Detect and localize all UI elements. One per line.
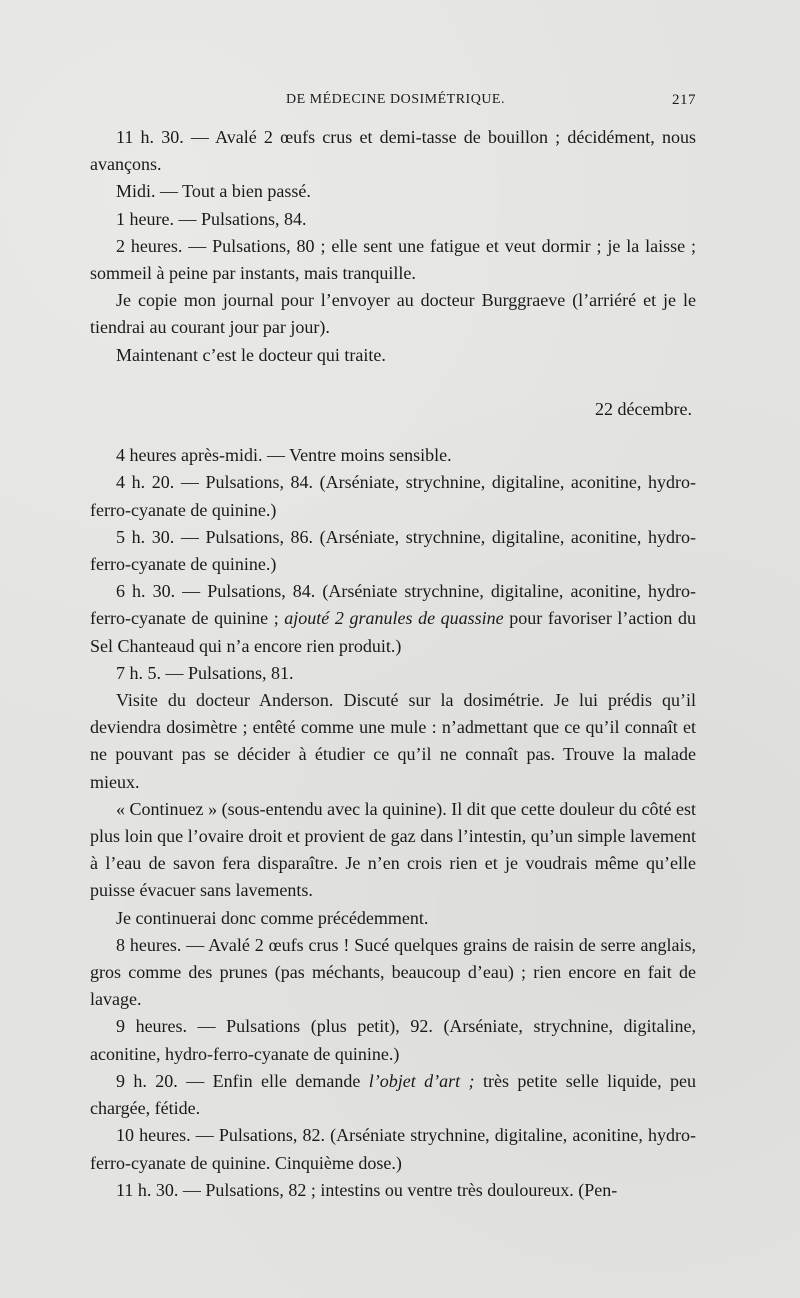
paragraph: 11 h. 30. — Pulsations, 82 ; intestins ou ventre très douloureux. (Pen- <box>116 1179 618 1200</box>
paragraph: 2 heures. — Pulsations, 80 ; elle sent une fatigue et veut dormir ; je la laisse ; sommeil à peine par instants, mais tranquille. <box>90 235 696 284</box>
paragraph: 5 h. 30. — Pulsations, 86. (Arséniate, strychnine, digitaline, aconitine, hydro-ferro-cyanate de quinine.) <box>90 526 696 575</box>
paragraph: 11 h. 30. — Avalé 2 œufs crus et demi-tasse de bouillon ; décidément, nous avançons. <box>90 127 696 175</box>
paragraph: 1 heure. — Pulsations, 84. <box>116 208 307 229</box>
page-header <box>90 92 696 116</box>
page-number: 217 <box>672 92 696 108</box>
paragraph: 8 heures. — Avalé 2 œufs crus ! Sucé quelques grains de raisin de serre anglais, gros comme des prunes (pas méchants, beaucoup d’eau) ; rien encore en fait de lavage. <box>90 934 696 1010</box>
paragraph-text-after: très petite selle liquide, peu chargée, fétide. <box>90 1070 697 1119</box>
italic-phrase: l’objet d’art ; <box>368 1070 475 1091</box>
date-heading-text: 22 décembre. <box>595 399 692 420</box>
running-title: DE MÉDECINE DOSIMÉTRIQUE. <box>286 92 505 107</box>
paragraph: Je copie mon journal pour l’envoyer au docteur Burggraeve (l’arriéré et je le tiendrai au courant jour par jour). <box>90 290 696 338</box>
paragraph-text-before: 9 h. 20. — Enfin elle demande <box>116 1070 369 1091</box>
paragraph: Midi. — Tout a bien passé. <box>116 181 311 202</box>
paragraph: 4 h. 20. — Pulsations, 84. (Arséniate, strychnine, digitaline, aconitine, hydro-ferro-cyanate de quinine.) <box>90 472 696 520</box>
paragraph: Maintenant c’est le docteur qui traite. <box>116 344 386 365</box>
paragraph-text-before: 6 h. 30. — Pulsations, 84. (Arséniate strychnine, digitaline, aconitine, hydro-ferro-cyanate de quinine ; <box>90 581 696 629</box>
page-body <box>90 124 696 1204</box>
paragraph: « Continuez » (sous-entendu avec la quinine). Il dit que cette douleur du côté est plus loin que l’ovaire droit et provient de gaz dans l’intestin, qu’un simple lavement à l’eau de savon fera disparaître. Je n’en crois rien et je voudrais même qu’elle puisse évacuer sans lavements. <box>90 798 696 901</box>
paragraph: 9 heures. — Pulsations (plus petit), 92. (Arséniate, strychnine, digitaline, aconitine, hydro-ferro-cyanate de quinine.) <box>90 1016 696 1064</box>
paragraph: Je continuerai donc comme précédemment. <box>116 907 429 928</box>
paragraph-with-italic <box>90 578 696 660</box>
italic-phrase: ajouté 2 granules de quassine <box>284 608 504 629</box>
paragraph-with-italic <box>90 1068 696 1122</box>
paragraph: 4 heures après-midi. — Ventre moins sensible. <box>116 445 452 466</box>
paragraph-text-after: pour favoriser l’action du Sel Chanteaud qui n’a encore rien produit.) <box>90 608 696 656</box>
paragraph: 10 heures. — Pulsations, 82. (Arséniate strychnine, digitaline, aconitine, hydro-ferro-cyanate de quinine. Cinquième dose.) <box>90 1125 696 1173</box>
date-heading <box>90 396 696 423</box>
paragraph: 7 h. 5. — Pulsations, 81. <box>116 662 294 683</box>
paragraph: Visite du docteur Anderson. Discuté sur la dosimétrie. Je lui prédis qu’il deviendra dosimètre ; entêté comme une mule : n’admettant que ce qu’il connaît et ne pouvant pas se décider à étudier ce qu’il ne connaît pas. Trouve la malade mieux. <box>90 690 696 792</box>
